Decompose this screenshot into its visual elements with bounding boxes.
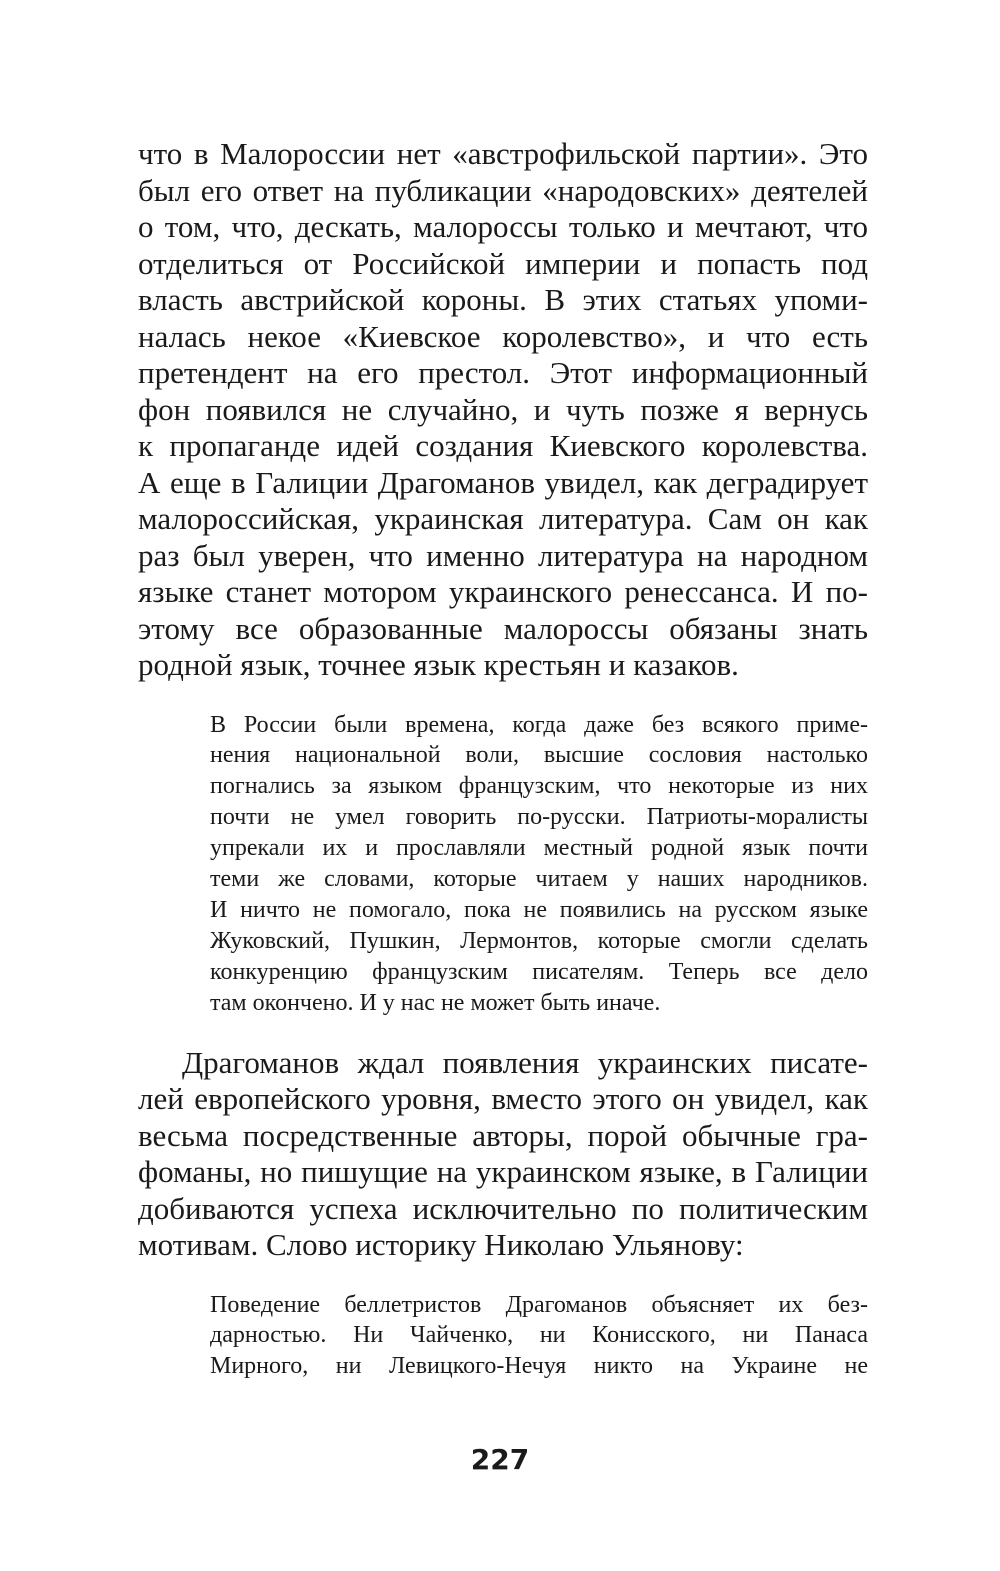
text-line: отделиться от Российской империи и попасть под	[138, 245, 868, 281]
quote-line: там окончено. И у нас не может быть иначе.	[210, 989, 661, 1016]
text-line: был его ответ на публикации «народовских» деятелей	[138, 172, 868, 208]
text-line: малороссийская, украинская литература. Сам он как	[138, 501, 868, 536]
text-line: что в Малороссии нет «австрофильской партии». Это	[138, 136, 868, 171]
quote-line: дарностью. Ни Чайченко, ни Конисского, ни Панаса	[210, 1322, 868, 1349]
quote-line: упрекали их и прославляли местный родной язык почти	[210, 835, 868, 862]
paragraph-1	[138, 136, 868, 684]
quote-line: Мирного, ни Левицкого-Нечуя никто на Украине не	[210, 1353, 868, 1380]
text-line: лей европейского уровня, вместо этого он увидел, как	[138, 1081, 868, 1117]
text-line: Драгоманов ждал появления украинских писате-	[182, 1044, 868, 1080]
text-line: к пропаганде идей создания Киевского королевства.	[138, 428, 868, 463]
page-number: 227	[470, 1443, 530, 1476]
quote-line: конкуренцию французским писателям. Теперь все дело	[210, 958, 868, 985]
text-line: добиваются успеха исключительно по политическим	[138, 1190, 868, 1226]
quote-line: И ничто не помогало, пока не появились на русском языке	[210, 896, 868, 923]
quote-line: В России были времена, когда даже без всякого приме-	[210, 711, 868, 738]
quote-line: нения национальной воли, высшие сословия настолько	[210, 742, 868, 769]
text-line: о том, что, дескать, малороссы только и мечтают, что	[138, 209, 868, 244]
quote-line: Поведение беллетристов Драгоманов объясняет их без-	[210, 1291, 868, 1318]
text-line: мотивам. Слово историку Николаю Ульянову:	[138, 1227, 744, 1263]
text-line: весьма посредственные авторы, порой обычные гра-	[138, 1117, 868, 1153]
text-line: родной язык, точнее язык крестьян и казаков.	[138, 647, 739, 682]
text-line: раз был уверен, что именно литература на народном	[138, 537, 868, 573]
text-line: этому все образованные малороссы обязаны знать	[138, 610, 868, 646]
quote-line: погнались за языком французским, что некоторые из них	[210, 773, 868, 800]
text-line: фоманы, но пишущие на украинском языке, в Галиции	[138, 1154, 868, 1190]
quote-line: почти не умел говорить по-русски. Патриоты-моралисты	[210, 804, 868, 831]
text-line: А еще в Галиции Драгоманов увидел, как деградирует	[138, 464, 868, 500]
text-line: фон появился не случайно, и чуть позже я вернусь	[138, 391, 868, 427]
page-content	[138, 136, 868, 1382]
quote-block-1	[210, 710, 868, 1019]
text-line: претендент на его престол. Этот информационный	[138, 355, 868, 390]
text-line: языке станет мотором украинского ренессанса. И по-	[138, 574, 868, 609]
quote-line: Жуковский, Пушкин, Лермонтов, которые смогли сделать	[210, 927, 868, 954]
quote-block-2	[210, 1290, 868, 1383]
text-line: власть австрийской короны. В этих статьях упоми-	[138, 282, 868, 317]
quote-line: теми же словами, которые читаем у наших народников.	[210, 866, 868, 893]
text-line: налась некое «Киевское королевство», и что есть	[138, 318, 868, 354]
paragraph-2	[138, 1045, 868, 1264]
